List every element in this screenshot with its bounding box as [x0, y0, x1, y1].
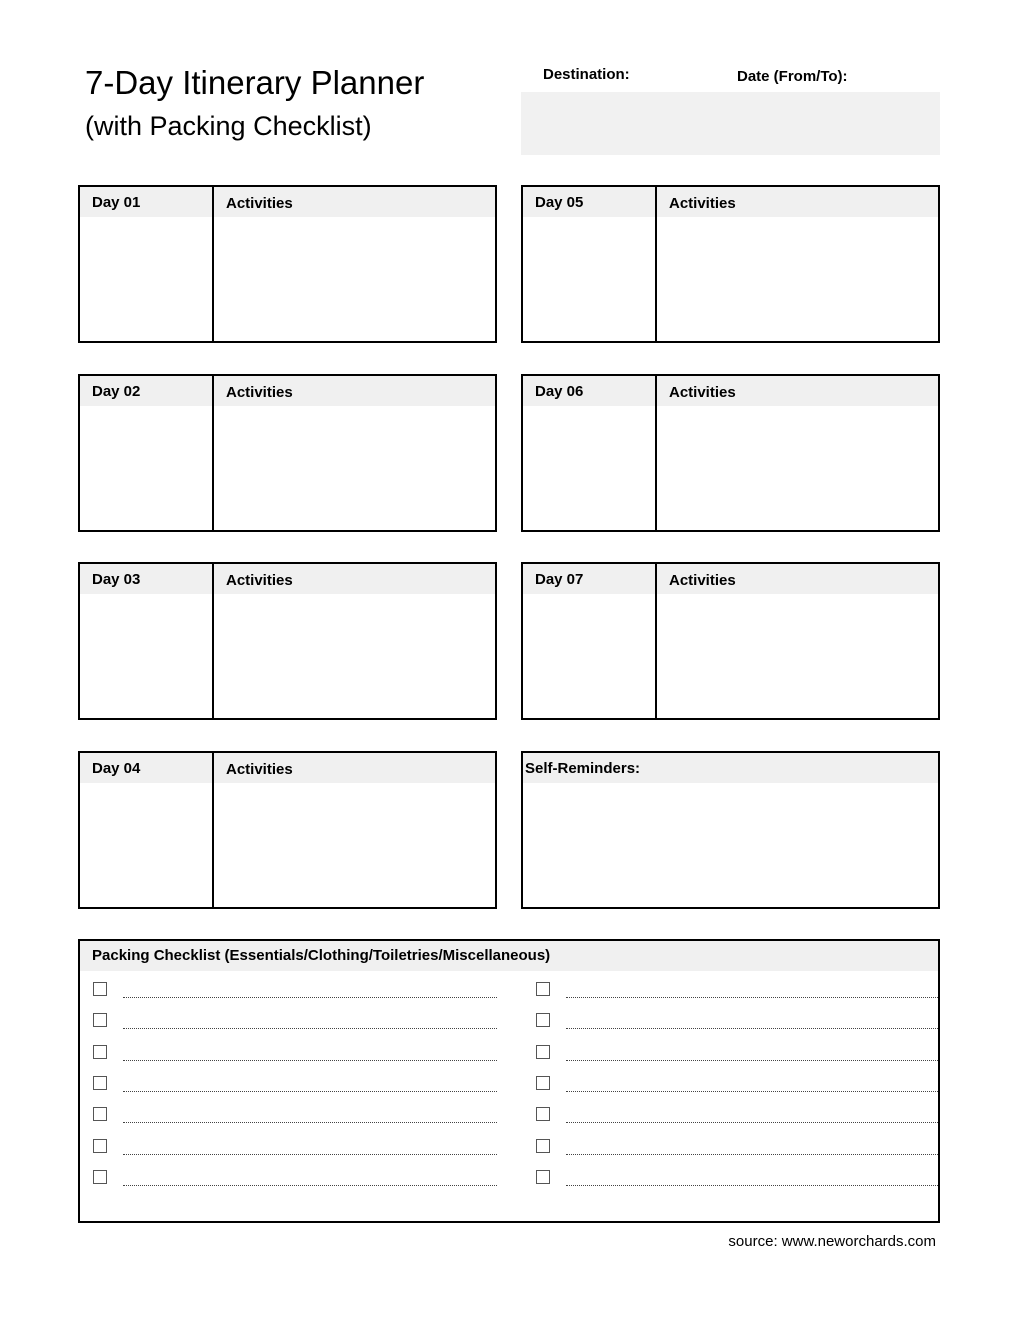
column-divider	[655, 564, 657, 718]
day-07-section	[521, 562, 940, 720]
checklist-entry-line[interactable]	[123, 1060, 497, 1061]
date-label: Date (From/To):	[737, 68, 848, 85]
checkbox[interactable]	[536, 1013, 550, 1027]
checkbox[interactable]	[93, 1076, 107, 1090]
page-title: 7-Day Itinerary Planner	[85, 64, 425, 101]
day-04-section	[78, 751, 497, 909]
day-label: Day 04	[92, 760, 141, 777]
day-label: Day 06	[535, 383, 584, 400]
checkbox[interactable]	[536, 982, 550, 996]
column-divider	[212, 187, 214, 341]
checkbox[interactable]	[93, 1013, 107, 1027]
checklist-entry-line[interactable]	[566, 1060, 938, 1061]
column-divider	[655, 187, 657, 341]
checkbox[interactable]	[536, 1076, 550, 1090]
checklist-item	[536, 1045, 938, 1065]
source-credit: source: www.neworchards.com	[728, 1233, 936, 1250]
checklist-item	[536, 1076, 938, 1096]
activities-label: Activities	[226, 572, 293, 589]
day-05-section	[521, 185, 940, 343]
activities-label: Activities	[669, 384, 736, 401]
activities-label: Activities	[226, 761, 293, 778]
checklist-entry-line[interactable]	[123, 1154, 497, 1155]
checklist-item	[93, 1170, 497, 1190]
activities-label: Activities	[669, 195, 736, 212]
checklist-entry-line[interactable]	[566, 1122, 938, 1123]
checklist-item	[93, 1045, 497, 1065]
checklist-item	[536, 982, 938, 1002]
self-reminders-label: Self-Reminders:	[525, 760, 641, 777]
day-03-section	[78, 562, 497, 720]
day-01-section	[78, 185, 497, 343]
checklist-entry-line[interactable]	[566, 1154, 938, 1155]
activities-label: Activities	[226, 195, 293, 212]
checklist-entry-line[interactable]	[123, 1028, 497, 1029]
checklist-item	[536, 1139, 938, 1159]
destination-date-field[interactable]	[521, 92, 940, 155]
day-label: Day 07	[535, 571, 584, 588]
activities-label: Activities	[226, 384, 293, 401]
packing-checklist-section	[78, 939, 940, 1223]
checkbox[interactable]	[536, 1139, 550, 1153]
day-06-section	[521, 374, 940, 532]
checklist-entry-line[interactable]	[566, 1091, 938, 1092]
column-divider	[212, 753, 214, 907]
day-label: Day 02	[92, 383, 141, 400]
column-divider	[655, 376, 657, 530]
checkbox[interactable]	[536, 1045, 550, 1059]
day-02-section	[78, 374, 497, 532]
checklist-item	[536, 1107, 938, 1127]
checkbox[interactable]	[93, 1170, 107, 1184]
activities-label: Activities	[669, 572, 736, 589]
checklist-entry-line[interactable]	[566, 1028, 938, 1029]
checklist-item	[93, 1013, 497, 1033]
destination-label: Destination:	[543, 66, 630, 83]
column-divider	[212, 376, 214, 530]
checklist-entry-line[interactable]	[123, 1091, 497, 1092]
checkbox[interactable]	[93, 1045, 107, 1059]
checkbox[interactable]	[93, 1139, 107, 1153]
day-label: Day 05	[535, 194, 584, 211]
checklist-item	[536, 1170, 938, 1190]
checklist-entry-line[interactable]	[566, 1185, 938, 1186]
packing-checklist-label: Packing Checklist (Essentials/Clothing/Toiletries/Miscellaneous)	[92, 947, 551, 964]
day-label: Day 03	[92, 571, 141, 588]
checklist-item	[93, 982, 497, 1002]
page-subtitle: (with Packing Checklist)	[85, 111, 372, 141]
day-label: Day 01	[92, 194, 141, 211]
checklist-entry-line[interactable]	[123, 1122, 497, 1123]
self-reminders-section	[521, 751, 940, 909]
checklist-entry-line[interactable]	[123, 1185, 497, 1186]
column-divider	[212, 564, 214, 718]
checkbox[interactable]	[93, 1107, 107, 1121]
checkbox[interactable]	[536, 1170, 550, 1184]
checklist-entry-line[interactable]	[566, 997, 938, 998]
checklist-item	[536, 1013, 938, 1033]
checkbox[interactable]	[93, 982, 107, 996]
checkbox[interactable]	[536, 1107, 550, 1121]
checklist-entry-line[interactable]	[123, 997, 497, 998]
checklist-item	[93, 1107, 497, 1127]
checklist-item	[93, 1139, 497, 1159]
checklist-item	[93, 1076, 497, 1096]
